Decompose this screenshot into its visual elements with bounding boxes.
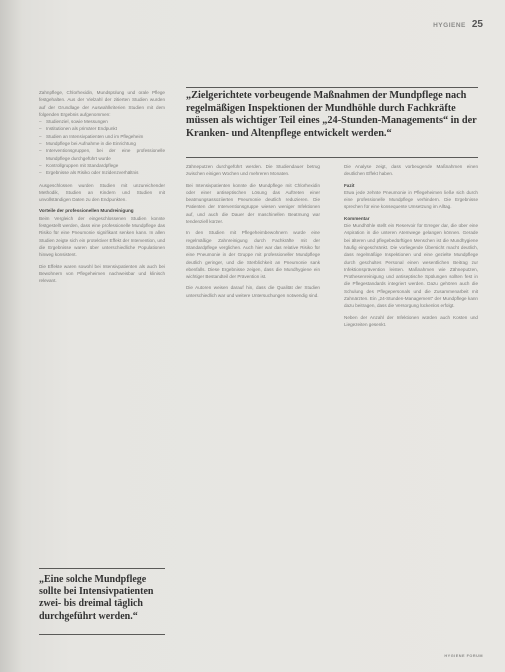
column-2 (186, 163, 320, 299)
footer-label: HYGIENE FORUM (444, 654, 483, 658)
col1-intro: Zahnpflege, Chlorhexidin, Mundspülung und orale Pflege festgehalten. Aus der Vielzahl der zitierten Studien wurden auf der Grundlage der Auswahlkriterien Studien mit dem folgenden Ergebnis aufgenommen: (39, 90, 165, 117)
column-1 (39, 89, 165, 284)
side-quote-top-rule (39, 568, 165, 569)
page-number: 25 (471, 19, 483, 30)
quote-bottom-rule (186, 157, 478, 158)
list-item: – Kontrollgruppen mit Standardpflege (39, 162, 165, 169)
col3-paragraph: Die Analyse zeigt, dass vorbeugende Maßnahmen einen deutlichen Effekt haben. (344, 164, 478, 177)
section-heading-kommentar: Kommentar (344, 215, 370, 221)
quote-top-rule (186, 87, 478, 88)
col2-paragraph: Zähneputzen durchgeführt werden. Die Studiendauer betrug zwischen einigen Wochen und mehreren Monaten. (186, 164, 320, 177)
column-3 (344, 163, 478, 328)
list-item: – Mundpflege bei Aufnahme in die Einrichtung (39, 140, 165, 147)
col2-paragraph: In den Studien mit Pflegeheimbewohnern wurde eine regelmäßige Zahnreinigung durch Fachkräfte mit der Standardpflege verglichen. Auch hier war das relative Risiko für eine Pneumonie in der Gruppe mit professioneller Mundpflege deutlich geringer, und die Sterblichkeit an Pneumonie sank ebenfalls. Diese Ergebnisse zeigen, dass die Mundhygiene ein wichtiger Bestandteil der Prävention ist. (186, 230, 320, 280)
main-pull-quote: „Zielgerichtete vorbeugende Maßnahmen der Mundpflege nach regelmäßigen Inspektionen der Mundhöhle durch Fachkräfte müssen als wichtiger Teil eines „24-Stunden-Managements“ in der Kranken- und Altenpflege entwickelt werden.“ (186, 90, 477, 139)
list-item: – Interventionsgruppen, bei der eine professionelle Mundpflege durchgeführt wurde (39, 147, 165, 162)
list-item: – Studienziel, sowie Messungen (39, 118, 165, 125)
page-spine (0, 0, 22, 672)
col3-paragraph: Neben der Anzahl der Infektionen würden auch Kosten und Liegezeiten gesenkt. (344, 314, 478, 327)
page-header (433, 19, 483, 30)
col3-paragraph: Etwa jede zehnte Pneumonie in Pflegeheimen ließe sich durch eine professionelle Mundpflege verhindern. Die Ergebnisse sprechen für eine konsequente Umsetzung im Alltag. (344, 189, 478, 210)
col1-paragraph: Beim Vergleich der eingeschlossenen Studien konnte festgestellt werden, dass eine professionelle Mundpflege das Risiko für eine Pneumonie signifikant senken kann. In allen Studien zeigte sich ein protektiver Effekt der Intervention, und die Ergebnisse waren über unterschiedliche Populationen hinweg konsistent. (39, 215, 165, 258)
side-pull-quote: „Eine solche Mundpflege sollte bei Intensivpatienten zwei- bis dreimal täglich durchgeführt werden.“ (39, 574, 154, 622)
criteria-list (39, 118, 165, 176)
section-heading-fazit: Fazit (344, 182, 355, 188)
col2-paragraph: Die Autoren weisen darauf hin, dass die Qualität der Studien unterschiedlich war und weitere Untersuchungen notwendig sind. (186, 285, 320, 298)
side-quote-bottom-rule (39, 634, 165, 635)
list-item: – Institutionen als primärer Endpunkt (39, 125, 165, 132)
list-item: – Ergebnisse als Risiko oder Inzidenzverhältnis (39, 169, 165, 176)
list-item: – Studien an Intensivpatienten und im Pflegeheim (39, 133, 165, 140)
section-heading: Vorteile der professionellen Mundreinigung (39, 208, 134, 214)
col3-paragraph: Die Mundhöhle stellt ein Reservoir für Erreger dar, die über eine Aspiration in die unteren Atemwege gelangen können. Gerade bei älteren und pflegebedürftigen Menschen ist die Mundhygiene häufig eingeschränkt. Die vorliegende Übersicht macht deutlich, dass regelmäßige Inspektionen und eine gezielte Mundpflege durch geschultes Personal einen wesentlichen Beitrag zur Infektionsprävention leisten. Maßnahmen wie Zähneputzen, Prothesenreinigung und antiseptische Spülungen sollten fest in die Pflegestandards integriert werden. Dazu gehören auch die Schulung des Pflegepersonals und die Zusammenarbeit mit Zahnärzten. Ein „24-Stunden-Management“ der Mundpflege kann dazu beitragen, dass die Versorgung lückenlos erfolgt. (344, 223, 478, 309)
col2-paragraph: Bei Intensivpatienten konnte die Mundpflege mit Chlorhexidin oder einer antiseptischen Lösung das Auftreten einer beatmungsassoziierten Pneumonie deutlich reduzieren. Die Patienten der Interventionsgruppe wiesen weniger Infektionen auf, und auch die Dauer der maschinellen Beatmung war tendenziell kürzer. (186, 182, 320, 225)
col1-paragraph: Die Effekte waren sowohl bei Intensivpatienten als auch bei Bewohnern von Pflegeheimen nachweisbar und klinisch relevant. (39, 263, 165, 284)
section-title: HYGIENE (433, 22, 466, 29)
col1-paragraph: Ausgeschlossen wurden Studien mit unzureichender Methodik, Studien an Kindern und Studien mit unvollständigen Daten zu den Endpunkten. (39, 182, 165, 203)
